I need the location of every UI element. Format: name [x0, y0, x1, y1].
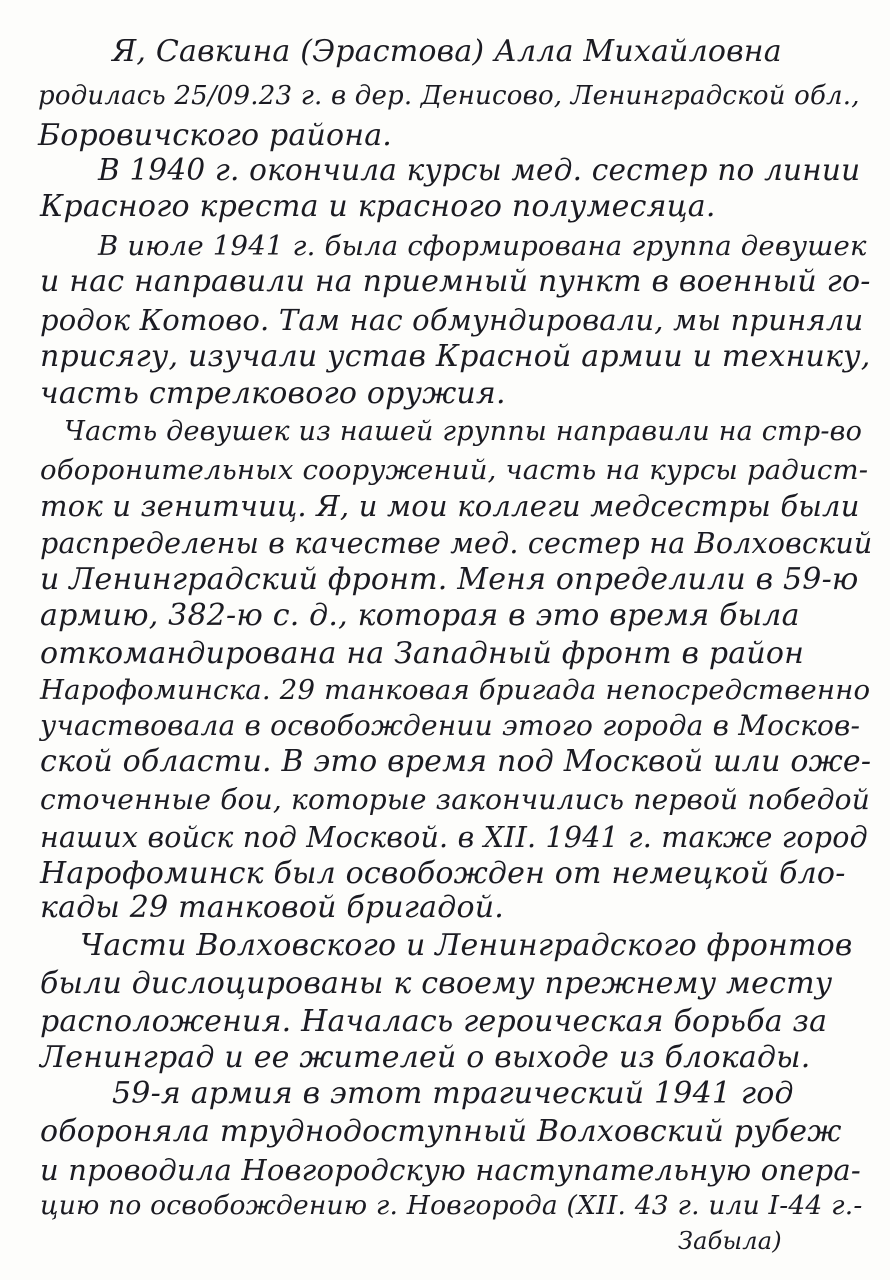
letter-line: обороняла труднодоступный Волховский рубеж — [40, 1114, 842, 1149]
letter-line: и Ленинградский фронт. Меня определили в 59-ю — [40, 562, 859, 597]
letter-line: Ленинград и ее жителей о выходе из блокады. — [40, 1040, 811, 1075]
letter-line: присягу, изучали устав Красной армии и технику, — [40, 339, 871, 374]
letter-line: Красного креста и красного полумесяца. — [40, 189, 716, 224]
letter-line: Нарофоминск был освобожден от немецкой бло- — [40, 856, 846, 891]
letter-line: были дислоцированы к своему прежнему месту — [40, 966, 833, 1001]
letter-line: Части Волховского и Ленинградского фронтов — [80, 928, 853, 963]
letter-line: оборонительных сооружений, часть на курсы радист- — [40, 454, 869, 486]
letter-line: армию, 382-ю с. д., которая в это время была — [40, 598, 800, 633]
letter-line: ток и зенитчиц. Я, и мои коллеги медсестры были — [40, 489, 860, 523]
letter-line: 59-я армия в этот трагический 1941 год — [112, 1076, 794, 1111]
letter-line: откомандирована на Западный фронт в район — [40, 636, 805, 671]
letter-line: Боровичского района. — [38, 118, 393, 153]
letter-line: В 1940 г. окончила курсы мед. сестер по линии — [98, 153, 861, 187]
letter-line: наших войск под Москвой. в XII. 1941 г. также город — [40, 821, 868, 854]
letter-line: и проводила Новгородскую наступательную опера- — [40, 1153, 861, 1187]
letter-line: В июле 1941 г. была сформирована группа девушек — [98, 230, 867, 262]
letter-line: родилась 25/09.23 г. в дер. Денисово, Ленинградской обл., — [38, 81, 860, 111]
letter-line-closing: Забыла) — [678, 1227, 782, 1255]
letter-line: родок Котово. Там нас обмундировали, мы приняли — [40, 303, 864, 337]
letter-line: распределены в качестве мед. сестер на Волховский — [40, 527, 873, 560]
letter-line: цию по освобождению г. Новгорода (XII. 43 г. или I-44 г.- — [40, 1190, 863, 1221]
letter-line: часть стрелкового оружия. — [40, 376, 506, 411]
letter-line: сточенные бои, которые закончились первой победой — [40, 783, 870, 816]
letter-line: участвовала в освобождении этого города в Москов- — [40, 709, 861, 742]
letter-line: Я, Савкина (Эрастова) Алла Михайловна — [112, 34, 782, 69]
letter-line: Нарофоминска. 29 танковая бригада непосредственно — [40, 674, 871, 706]
letter-line: Часть девушек из нашей группы направили на стр-во — [64, 416, 863, 447]
letter-line: ской области. В это время под Москвой шли оже- — [40, 744, 872, 779]
letter-line: и нас направили на приемный пункт в военный го- — [40, 264, 871, 299]
letter-line: расположения. Началась героическая борьба за — [40, 1004, 828, 1039]
letter-line: кады 29 танковой бригадой. — [40, 890, 504, 925]
